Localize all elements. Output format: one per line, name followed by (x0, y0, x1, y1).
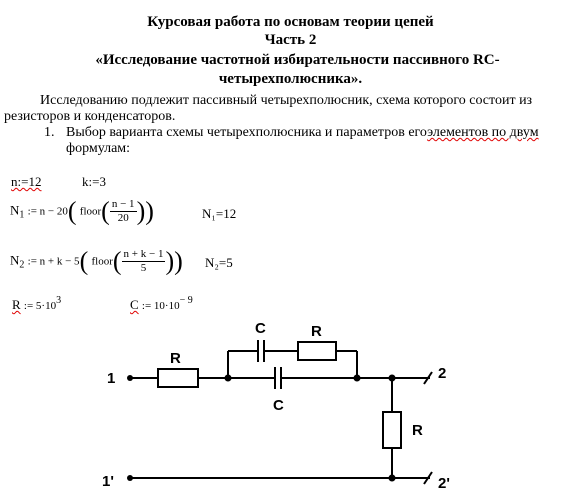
intro-line-1: Исследованию подлежит пассивный четырехполюсник, схема которого состоит из (40, 93, 533, 108)
title-line-1: Курсовая работа по основам теории цепей (147, 14, 434, 30)
n-assignment: n:=12 (11, 174, 42, 189)
intro-line-2: резисторов и конденсаторов. (4, 109, 176, 124)
n2-formula: $N_2$ := n + k − 5( floor( $\frac{n + k - 1}{5}$ )) (10, 246, 183, 276)
n1-result: N₁=12 (202, 206, 237, 221)
terminal-1-label: 1 (107, 370, 116, 387)
node-output (389, 375, 396, 382)
node-left (225, 375, 232, 382)
list-number: 1. (44, 125, 55, 140)
c-value: C := $10\cdot 10^{- 9}$ (130, 295, 193, 312)
n1-formula: $N_1$ := n − 20( floor( $\frac{n - 1}{20}$ )) (10, 196, 154, 226)
k-assignment: k:=3 (82, 174, 106, 189)
list-item-line-1: Выбор варианта схемы четырехполюсника и параметров егоэлементов по двум (66, 125, 539, 140)
title-line-2: Часть 2 (264, 32, 317, 48)
terminal-1p-dot (127, 475, 133, 481)
list-item-line-2: формулам: (66, 141, 131, 156)
terminal-2-label: 2 (438, 365, 447, 382)
title-line-3: «Исследование частотной избирательности пассивного RC- (95, 52, 500, 68)
n2-result: N₂=5 (205, 255, 233, 270)
terminal-1p-label: 1' (102, 473, 114, 490)
title-line-4: четырехполюсника». (218, 71, 363, 87)
r-value: R := $5\cdot 10^3$ (12, 295, 62, 312)
terminal-2p-label: 2' (438, 475, 450, 492)
label-c-bottom: C (273, 397, 284, 414)
terminal-1-dot (127, 375, 133, 381)
resistor-r-shunt (383, 412, 401, 448)
node-right (354, 375, 361, 382)
label-r-top: R (311, 323, 322, 340)
node-ground (389, 475, 396, 482)
spellcheck-underline: элементов по двум (427, 125, 539, 140)
label-c-top: C (255, 320, 266, 337)
resistor-r-left (158, 369, 198, 387)
label-r-left: R (170, 350, 181, 367)
resistor-r-top (298, 342, 336, 360)
label-r-right: R (412, 422, 423, 439)
